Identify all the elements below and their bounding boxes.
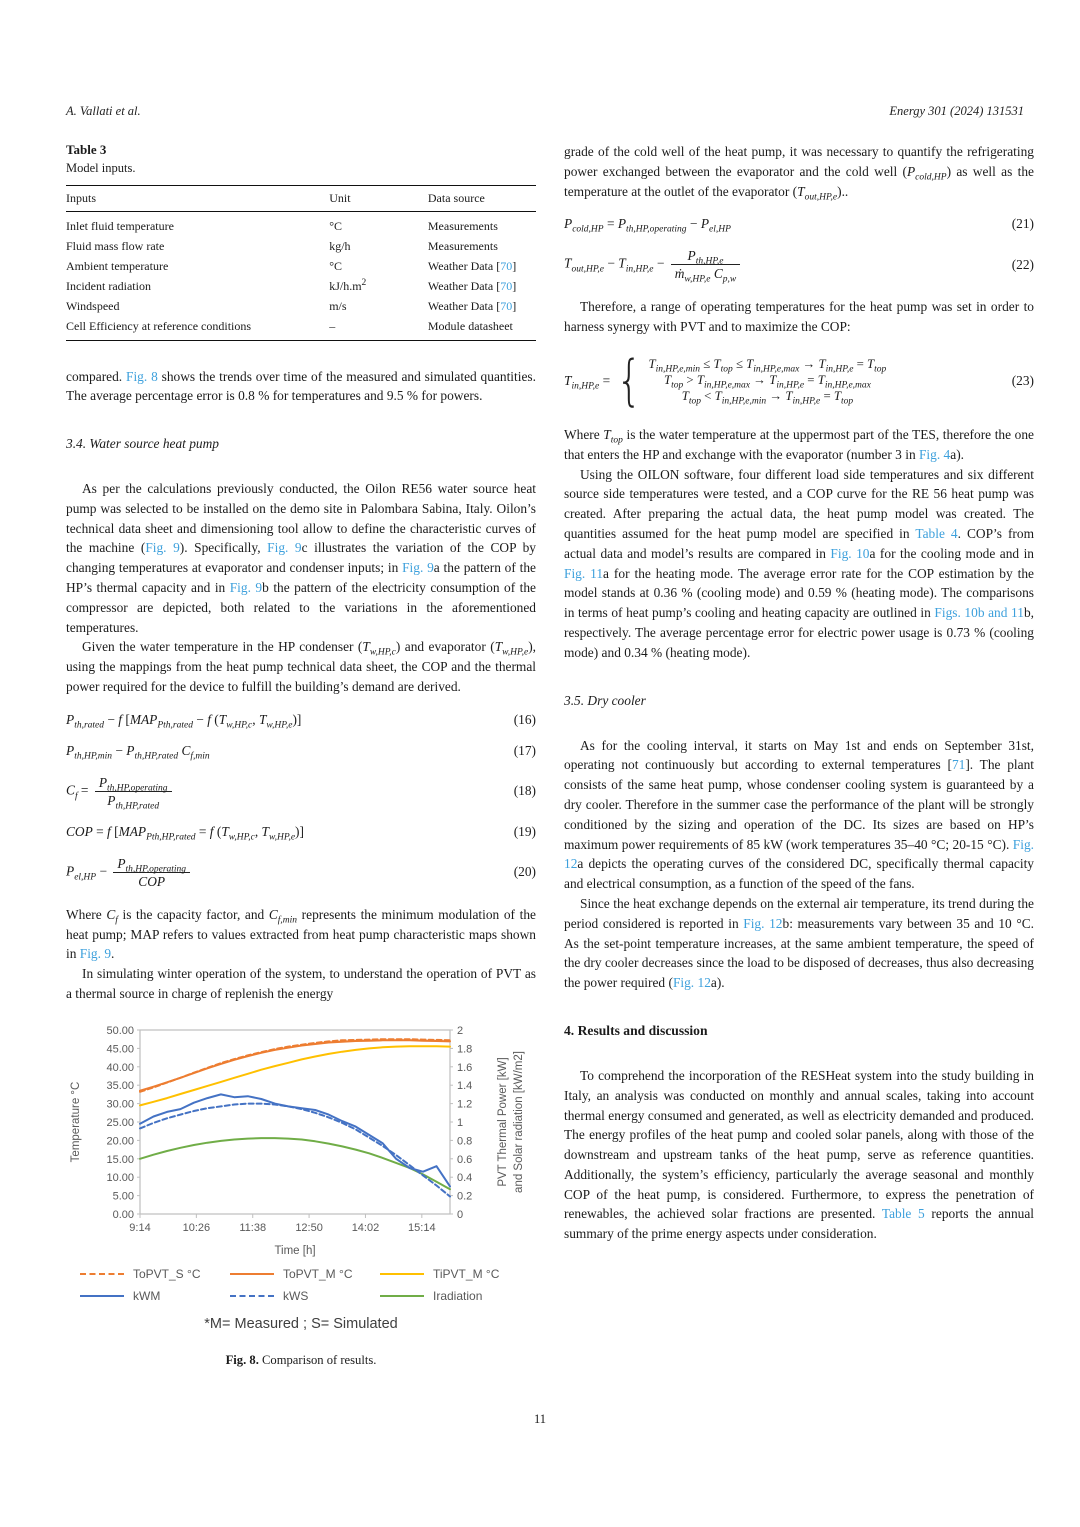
equation-body: $P_{cold,HP} = P_{th,HP,operating} - P_{el,HP}$ [564,216,731,236]
svg-text:0.4: 0.4 [457,1172,473,1185]
paragraph-heat-exchange: Since the heat exchange depends on the external air temperature, its trend during the period considered is reported in Fig. 12b: measurements vary between 35 and 10 °C. As the set-point temperature increases, at the same ambient temperature, the speed of the dry cooler decreases since the load to be disposed of decreases, thus also decreasing the power required (Fig. 12a). [564,895,1034,991]
svg-text:0.6: 0.6 [457,1153,473,1166]
equation-body: $P_{el,HP}$ − $\frac{P_{th,HP,operating}}{\text{COP}}$ [66,855,506,890]
legend-item [230,1267,380,1281]
svg-text:0: 0 [457,1208,464,1221]
cell: Windspeed [66,298,120,313]
svg-text:Temperature °C: Temperature °C [70,1081,82,1163]
equation-number: (17) [513,742,536,758]
paragraph-where-cf: Where $C_f$ is the capacity factor, and $C_{f,min}$ represents the minimum modulation of the heat pump; MAP refers to values extracted from heat pump characteristic maps shown in Fig. 9. [66,906,536,962]
table-row [66,276,536,296]
legend-line-sample [230,1273,274,1275]
paragraph-cooling-interval: As for the cooling interval, it starts on May 1st and ends on September 31st, operating not continuously but according to external temperatures [71]. The plant consists of the same heat pump, whose condenser cooling system is guaranteed by a dry cooler. Therefore in the summer case the performance of the plant will be strongly conditioned by the sizing and operation of the DC. Its sizes are based on HP’s maximum power requirements of 85 kW (work temperatures 35–40 °C; 20-15 °C). Fig. 12a depicts the operating curves of the considered DC, specifically thermal capacity and electrical consumption, as a function of the speed of the fans. [564,737,1034,892]
svg-text:1.8: 1.8 [457,1043,473,1056]
legend-line-sample [80,1295,124,1297]
svg-text:15.00: 15.00 [106,1153,134,1166]
legend-item [380,1267,530,1281]
table-row [66,216,536,236]
section-heading-3-4: 3.4. Water source heat pump [66,436,219,452]
equation-21 [564,216,1034,236]
paragraph-given: Given the water temperature in the HP condenser $(T_{w,HP,c})$ and evaporator $(T_{w,HP,e})$, using the mappings from the heat pump technical data sheet, the COP and the thermal power required for the device to fulfill the building’s demand are derived. [66,639,536,695]
equation-number: (20) [513,864,536,880]
page-number: 11 [533,1412,547,1426]
paragraph-oilon: As per the calculations previously conducted, the Oilon RE56 water source heat pump was selected to be installed on the demo site in Palombara Sabina, Italy. Oilon’s technical data sheet and dimensioning tool allow to define the characteristic curves of the machine (Fig. 9). Specifically, Fig. 9c illustrates the variation of the COP by changing temperatures at evaporator and condenser inputs; in Fig. 9a the pattern of the HP’s thermal capacity and in Fig. 9b the pattern of the electricity consumption of the compressor are depicted, both related to the variations in the aforementioned temperatures. [66,481,537,635]
svg-text:1.2: 1.2 [457,1098,473,1111]
series-kwm [140,1094,450,1186]
svg-text:PVT Thermal Power [kW]: PVT Thermal Power [kW] [497,1057,509,1187]
paragraph-therefore: Therefore, a range of operating temperatures for the heat pump was set in order to harness synergy with PVT and to maximize the COP: [564,299,1034,335]
legend-label: ToPVT_M °C [283,1266,353,1281]
running-head-author: A. Vallati et al. [66,104,141,118]
equation-lhs: $T_{in,HP,e}$ = [564,372,611,392]
svg-text:20.00: 20.00 [106,1135,134,1148]
svg-text:30.00: 30.00 [106,1098,134,1111]
svg-text:2: 2 [457,1024,464,1037]
cell: – [329,318,336,333]
series-kws [140,1103,450,1196]
case-brace: { [616,348,643,412]
svg-text:5.00: 5.00 [112,1190,134,1203]
figure-8-note: *M= Measured ; S= Simulated [204,1315,398,1332]
cell: m/s [329,298,347,313]
equation-number: (22) [1011,256,1034,272]
cell: Weather Data [70] [427,278,517,293]
equation-body [564,348,1004,412]
svg-text:9:14: 9:14 [129,1221,151,1234]
case-row: $T_{top} > T_{in,HP,e,max} \to T_{in,HP,e} = T_{in,HP,e,max}$ [663,373,871,392]
equation-body: COP = f [$MAP_{Pth,HP,rated} = f$ ($T_{w,HP,c}$, $T_{w,HP,e}$)] [66,823,304,843]
svg-text:0.2: 0.2 [457,1190,473,1203]
cell: $kJ/h.m^2$ [329,277,367,293]
svg-text:12:50: 12:50 [295,1221,323,1234]
cell: Weather Data [70] [427,258,517,273]
table-3-title: Table 3 [66,142,107,157]
svg-text:1.6: 1.6 [457,1061,473,1074]
equation-body: $C_f$ = $\frac{P_{th,HP,operating}}{P_{th,HP,rated}}$ [66,774,506,809]
paragraph-using-oilon: Using the OILON software, four different load side temperatures and six different source side temperatures were tested, and a COP curve for the RE 56 heat pump was created. After preparing the actual data, the heat pump model was created. The quantities assumed for the heat pump model are specified in Table 4. COP’s from actual data and model’s results are compared in Fig. 10a for the cooling mode and in Fig. 11a for the heating mode. The average error rate for the COP estimation by the model stands at 0.36 % (cooling mode) and 0.59 % (heating mode). The comparisons in terms of heat pump’s cooling and heating capacity are outlined in Figs. 10b and 11b, respectively. The average percentage error for electric power usage is 0.73 % (cooling mode) and 0.34 % (heating mode). [564,466,1034,660]
equation-body: $T_{out,HP,e} - T_{in,HP,e}$ − $\frac{P_{th,HP,e}}{ṁ_{w,HP,e} C_{p,w}}$ [564,247,1004,282]
figure-8-caption-text: Comparison of results. [258,1352,377,1367]
table-row [66,316,536,340]
col-header-data-source: Data source [428,186,536,212]
svg-text:10:26: 10:26 [182,1221,211,1234]
cell: Module datasheet [427,318,513,333]
cell: °C [329,218,343,233]
legend-item [80,1267,230,1281]
equation-20 [66,855,536,890]
svg-text:40.00: 40.00 [106,1061,134,1074]
cell: Measurements [427,238,498,253]
cell: Weather Data [70] [427,298,517,313]
svg-text:0.8: 0.8 [457,1135,473,1148]
legend-item [380,1289,530,1303]
cell: °C [329,258,343,273]
legend-line-sample [380,1295,424,1297]
legend-label: ToPVT_S °C [133,1266,201,1281]
left-column [66,142,536,1368]
equation-18 [66,774,536,812]
running-head-journal: Energy 301 (2024) 131531 [889,104,1024,118]
cell: Fluid mass flow rate [66,238,165,253]
equation-number: (23) [1011,372,1034,388]
svg-text:1.4: 1.4 [457,1080,473,1093]
legend-label: TiPVT_M °C [433,1266,500,1281]
figure-8 [66,1020,536,1368]
equation-number: (21) [1011,216,1034,232]
legend-line-sample [230,1295,274,1297]
svg-text:1: 1 [457,1116,464,1129]
figure-8-chart [66,1020,536,1258]
table-3-caption: Model inputs. [66,161,136,175]
section-heading-4: 4. Results and discussion [564,1022,708,1038]
paragraph-winter: In simulating winter operation of the system, to understand the operation of PVT as a thermal source in charge of replenish the energy [66,966,536,1002]
cell: Inlet fluid temperature [66,218,174,233]
figure-8-caption-label: Fig. 8. [225,1352,259,1367]
series-topvt-m-c [140,1040,450,1090]
table-row [66,296,536,316]
cell: Measurements [427,218,498,233]
figure-8-legend [80,1267,536,1303]
col-header-unit: Unit [329,186,428,212]
paragraph-results-discussion: To comprehend the incorporation of the RESHeat system into the study building in Italy, an analysis was conducted on monthly and annual scales, taking into account thermal energy consumed and generated, as well as electricity demanded and produced. The energy profiles of the heat pump and cooled solar panels, along with those of the downstream and upstream tanks of the heat pump, serve as reference quantities. Additionally, the system’s efficiency, particularly the average seasonal and monthly COP of the heat pump, is considered. Furthermore, to express the penetration of renewables, the achieved solar fractions are presented. Table 5 reports the annual summary of the prime energy aspects under consideration. [564,1067,1034,1242]
table-row [66,256,536,276]
svg-text:0.00: 0.00 [112,1208,134,1221]
legend-item [80,1289,230,1303]
paragraph-compared: compared. Fig. 8 shows the trends over time of the measured and simulated quantities. The average percentage error is 0.8 % for temperatures and 9.5 % for powers. [66,368,536,404]
paragraph-where-ttop: Where $T_{top}$ is the water temperature at the uppermost part of the TES, therefore the one that enters the HP and exchange with the evaporator (number 3 in Fig. 4a). [564,426,1034,462]
svg-text:25.00: 25.00 [106,1116,134,1129]
legend-label: Iradiation [433,1288,483,1303]
equation-number: (19) [513,823,536,839]
svg-text:35.00: 35.00 [106,1080,134,1093]
legend-line-sample [380,1273,424,1275]
cell: Incident radiation [66,278,151,293]
cell: Ambient temperature [66,258,169,273]
equation-22 [564,247,1034,286]
equation-19 [66,823,536,843]
svg-text:10.00: 10.00 [106,1172,134,1185]
right-column [564,142,1034,1368]
equation-number: (18) [513,783,536,799]
equation-body: $P_{th,HP,min} - P_{th,HP,rated}$ $C_{f,min}$ [66,742,210,762]
legend-line-sample [80,1273,124,1275]
svg-text:11:38: 11:38 [239,1221,267,1234]
svg-text:50.00: 50.00 [106,1024,134,1037]
legend-label: kWM [133,1288,161,1303]
equation-body: $P_{th,rated} - f$ [$MAP_{Pth,rated} - f$ ($T_{w,HP,c}$, $T_{w,HP,e}$)] [66,711,302,731]
col-header-inputs: Inputs [66,186,329,212]
table-3 [66,142,536,341]
table-row [66,236,536,256]
section-heading-3-5: 3.5. Dry cooler [564,692,646,708]
equation-23 [564,348,1034,412]
svg-text:45.00: 45.00 [106,1043,134,1056]
case-row: $T_{in,HP,e,min} \le T_{top} \le T_{in,HP,e,max} \to T_{in,HP,e} = T_{top}$ [648,357,887,376]
legend-item [230,1289,380,1303]
svg-text:14:02: 14:02 [351,1221,380,1234]
svg-text:and Solar radiation [kW/m2]: and Solar radiation [kW/m2] [513,1050,525,1193]
svg-text:15:14: 15:14 [408,1221,436,1234]
case-row: $T_{top} < T_{in,HP,e,min} \to T_{in,HP,e} = T_{top}$ [681,389,854,408]
figure-8-caption [66,1353,536,1368]
equation-17 [66,742,536,762]
equation-number: (16) [513,711,536,727]
legend-label: kWS [283,1288,309,1303]
paragraph-grade: grade of the cold well of the heat pump, it was necessary to quantify the refrigerating power exchanged between the evaporator and the cold well $(P_{cold,HP})$ as well as the temperature at the outlet of the evaporator $(T_{out,HP,e})$.. [564,144,1034,203]
table-header-row [66,186,536,212]
cell: Cell Efficiency at reference conditions [66,318,252,333]
running-head [66,104,1024,119]
equation-16 [66,711,536,731]
cell: kg/h [329,238,351,253]
svg-text:Time [h]: Time [h] [274,1244,316,1257]
